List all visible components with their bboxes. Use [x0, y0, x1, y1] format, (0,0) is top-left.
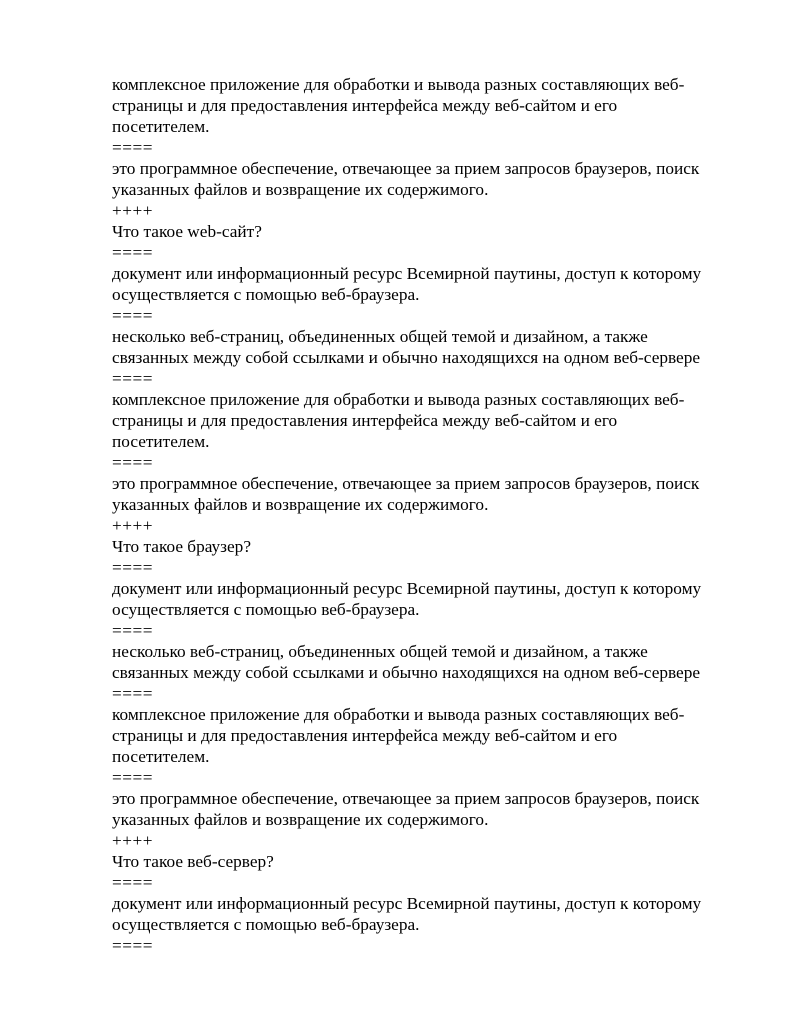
answer-text-line: указанных файлов и возвращение их содержимого.: [112, 180, 489, 199]
answer-separator: ====: [112, 243, 153, 262]
answer-text-line: документ или информационный ресурс Всемирной паутины, доступ к которому: [112, 894, 702, 913]
question-separator: ++++: [112, 831, 153, 850]
answer-text-line: связанных между собой ссылками и обычно находящихся на одном веб-сервере: [112, 663, 701, 682]
answer-separator: ====: [112, 453, 153, 472]
answer-text-line: документ или информационный ресурс Всемирной паутины, доступ к которому: [112, 264, 702, 283]
answer-text-line: комплексное приложение для обработки и вывода разных составляющих веб-: [112, 390, 685, 409]
answer-text-line: страницы и для предоставления интерфейса между веб-сайтом и его: [112, 411, 618, 430]
answer-separator: ====: [112, 369, 153, 388]
answer-text-line: комплексное приложение для обработки и вывода разных составляющих веб-: [112, 705, 685, 724]
answer-separator: ====: [112, 684, 153, 703]
question-text: Что такое браузер?: [112, 537, 251, 556]
answer-text-line: несколько веб-страниц, объединенных общей темой и дизайном, а также: [112, 327, 648, 346]
answer-separator: ====: [112, 768, 153, 787]
answer-text-line: посетителем.: [112, 432, 210, 451]
answer-text-line: это программное обеспечение, отвечающее за прием запросов браузеров, поиск: [112, 789, 700, 808]
answer-text-line: указанных файлов и возвращение их содержимого.: [112, 495, 489, 514]
answer-text-line: посетителем.: [112, 117, 210, 136]
question-text: Что такое web-сайт?: [112, 222, 262, 241]
answer-text-line: страницы и для предоставления интерфейса между веб-сайтом и его: [112, 96, 618, 115]
answer-text-line: страницы и для предоставления интерфейса между веб-сайтом и его: [112, 726, 618, 745]
question-separator: ++++: [112, 201, 153, 220]
answer-separator: ====: [112, 873, 153, 892]
document-page: [112, 74, 752, 956]
answer-separator: ====: [112, 936, 153, 955]
answer-text-line: это программное обеспечение, отвечающее за прием запросов браузеров, поиск: [112, 159, 700, 178]
answer-text-line: посетителем.: [112, 747, 210, 766]
answer-text-line: комплексное приложение для обработки и вывода разных составляющих веб-: [112, 75, 685, 94]
answer-text-line: указанных файлов и возвращение их содержимого.: [112, 810, 489, 829]
answer-text-line: документ или информационный ресурс Всемирной паутины, доступ к которому: [112, 579, 702, 598]
answer-text-line: осуществляется с помощью веб-браузера.: [112, 600, 420, 619]
question-separator: ++++: [112, 516, 153, 535]
answer-text-line: это программное обеспечение, отвечающее за прием запросов браузеров, поиск: [112, 474, 700, 493]
answer-separator: ====: [112, 558, 153, 577]
answer-text-line: осуществляется с помощью веб-браузера.: [112, 915, 420, 934]
answer-text-line: осуществляется с помощью веб-браузера.: [112, 285, 420, 304]
answer-separator: ====: [112, 138, 153, 157]
answer-separator: ====: [112, 621, 153, 640]
answer-text-line: связанных между собой ссылками и обычно находящихся на одном веб-сервере: [112, 348, 701, 367]
question-text: Что такое веб-сервер?: [112, 852, 274, 871]
answer-text-line: несколько веб-страниц, объединенных общей темой и дизайном, а также: [112, 642, 648, 661]
answer-separator: ====: [112, 306, 153, 325]
